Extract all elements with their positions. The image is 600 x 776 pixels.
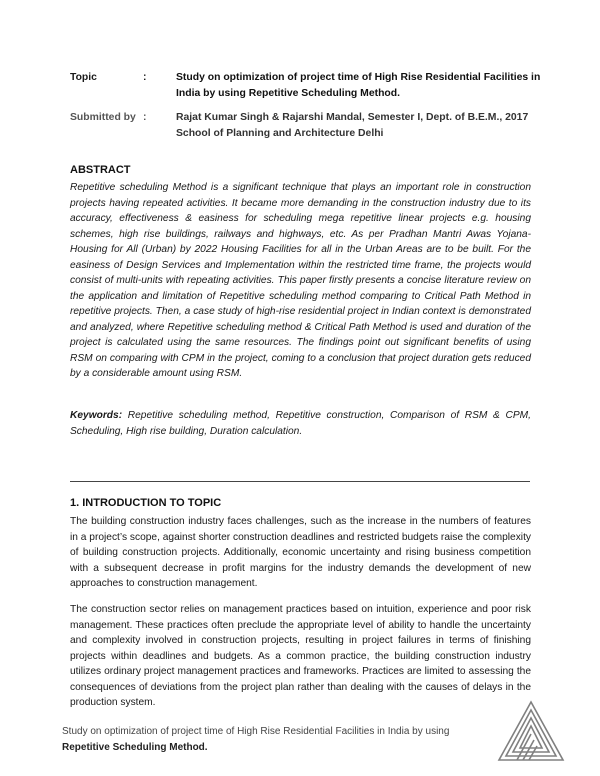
abstract-body: Repetitive scheduling Method is a significant technique that plays an important role in construction projects having repeated activities. It became more demanding in the construction industry due to its accuracy, effectiveness & easiness for scheduling mega repetitive linear projects e.g. housing schemes, high rise buildings, railways and highways, etc. As per Pradhan Mantri Awas Yojana- Housing for All (Urban) by 2022 Housing Facilities for all in the Urban Areas are to be built. For the easiness of Design Services and Implementation within the restricted time frame, the projects would consist of multi-units with repeating activities. This paper firstly presents a concise literature review on the application and limitation of Repetitive scheduling method comparing to Critical Path Method in repetitive projects. Then, a case study of high-rise residential project in Indian context is demonstrated and analyzed, where Repetitive scheduling method & Critical Path Method is used and duration of the project is calculated using the same resources. The findings point out significant benefits of using RSM on comparing with CPM in the project, coming to a conclusion that project duration gets reduced by a considerable amount using RSM. bbox=[70, 182, 531, 379]
footer-bold-text: Repetitive Scheduling Method. bbox=[62, 741, 208, 753]
topic-colon: : bbox=[143, 72, 147, 83]
topic-label: Topic bbox=[70, 72, 97, 83]
intro-heading: 1. INTRODUCTION TO TOPIC bbox=[70, 497, 222, 509]
intro-paragraph-1: The building construction industry faces challenges, such as the increase in the numbers of features in a project’s scope, against shorter construction deadlines and restricted budgets raise the complexity of building construction projects. Additionally, economic uncertainty and rising business competition with a subsequent decrease in profit margins for the industry demands the development of new approaches to construction management. bbox=[70, 516, 531, 589]
triangle-logo-icon bbox=[497, 700, 565, 762]
abstract-heading: ABSTRACT bbox=[70, 164, 131, 176]
topic-value: Study on optimization of project time of High Rise Residential Facilities in India by using Repetitive Scheduling Method. bbox=[176, 72, 541, 99]
footer-text: Study on optimization of project time of High Rise Residential Facilities in India by using bbox=[62, 726, 450, 737]
section-divider bbox=[70, 481, 530, 482]
keywords-text: Repetitive scheduling method, Repetitive construction, Comparison of RSM & CPM, Scheduling, High rise building, Duration calculation. bbox=[70, 410, 531, 437]
institution-line: School of Planning and Architecture Delhi bbox=[176, 128, 384, 139]
keywords-paragraph bbox=[70, 408, 531, 439]
submitted-colon: : bbox=[143, 112, 147, 123]
page-footer bbox=[62, 724, 482, 755]
submitted-label: Submitted by bbox=[70, 112, 136, 123]
submitted-value bbox=[176, 110, 546, 142]
keywords-label: Keywords: bbox=[70, 410, 123, 421]
intro-paragraph-2: The construction sector relies on management practices based on intuition, experience and poor risk management. These practices often preclude the appropriate level of ability to handle the uncertainty and complexity involved in construction projects, resulting in project failures in terms of finishing projects within deadlines and budgets. As a common practice, the building construction industry utilizes ordinary project management practices and frameworks. Practices are limited to assessing the consequences of deviations from the project plan rather than dealing with the causes of delays in the production system. bbox=[70, 604, 531, 708]
authors-line: Rajat Kumar Singh & Rajarshi Mandal, Semester I, Dept. of B.E.M., 2017 bbox=[176, 112, 529, 123]
